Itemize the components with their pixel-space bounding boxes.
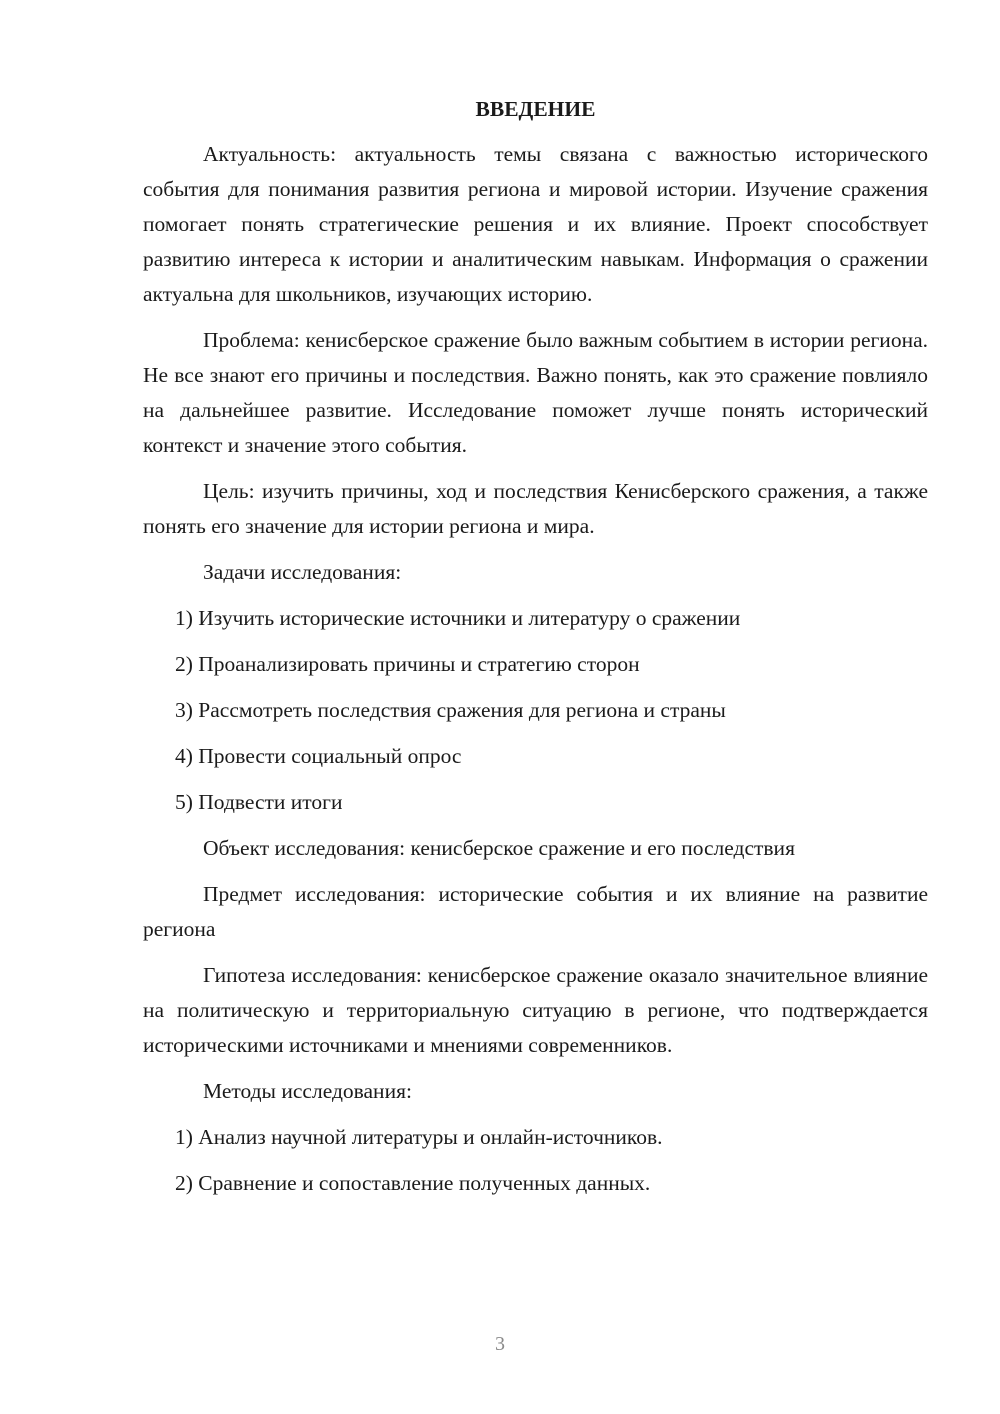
tasks-heading: Задачи исследования:	[203, 560, 402, 584]
relevance-paragraph: Актуальность: актуальность темы связана с важностью исторического события для понимания развития региона и мировой истории. Изучение сражения помогает понять стратегические решения и их влияние. Проект способствует развитию интереса к истории и аналитическим навыкам. Информация о сражении актуальна для школьников, изучающих историю.	[143, 142, 928, 306]
section-title: ВВЕДЕНИЕ	[475, 97, 596, 121]
document-page	[143, 92, 928, 1212]
subject-paragraph: Предмет исследования: исторические события и их влияние на развитие региона	[143, 882, 928, 941]
goal-paragraph: Цель: изучить причины, ход и последствия Кенисберского сражения, а также понять его значение для истории региона и мира.	[143, 479, 928, 538]
list-item: 4) Провести социальный опрос	[175, 744, 462, 768]
methods-list	[143, 1120, 928, 1201]
list-item: 3) Рассмотреть последствия сражения для региона и страны	[175, 698, 726, 722]
list-item: 2) Проанализировать причины и стратегию сторон	[175, 652, 640, 676]
list-item: 5) Подвести итоги	[175, 790, 343, 814]
tasks-list	[143, 601, 928, 820]
page-number: 3	[495, 1333, 505, 1355]
methods-heading: Методы исследования:	[203, 1079, 412, 1103]
list-item: 1) Изучить исторические источники и литературу о сражении	[175, 606, 741, 630]
hypothesis-paragraph: Гипотеза исследования: кенисберское сражение оказало значительное влияние на политическую и территориальную ситуацию в регионе, что подтверждается историческими источниками и мнениями современников.	[143, 963, 928, 1057]
problem-paragraph: Проблема: кенисберское сражение было важным событием в истории региона. Не все знают его причины и последствия. Важно понять, как это сражение повлияло на дальнейшее развитие. Исследование поможет лучше понять исторический контекст и значение этого события.	[143, 328, 928, 457]
list-item: 2) Сравнение и сопоставление полученных данных.	[175, 1171, 651, 1195]
object-paragraph: Объект исследования: кенисберское сражение и его последствия	[203, 836, 795, 860]
list-item: 1) Анализ научной литературы и онлайн-источников.	[175, 1125, 663, 1149]
